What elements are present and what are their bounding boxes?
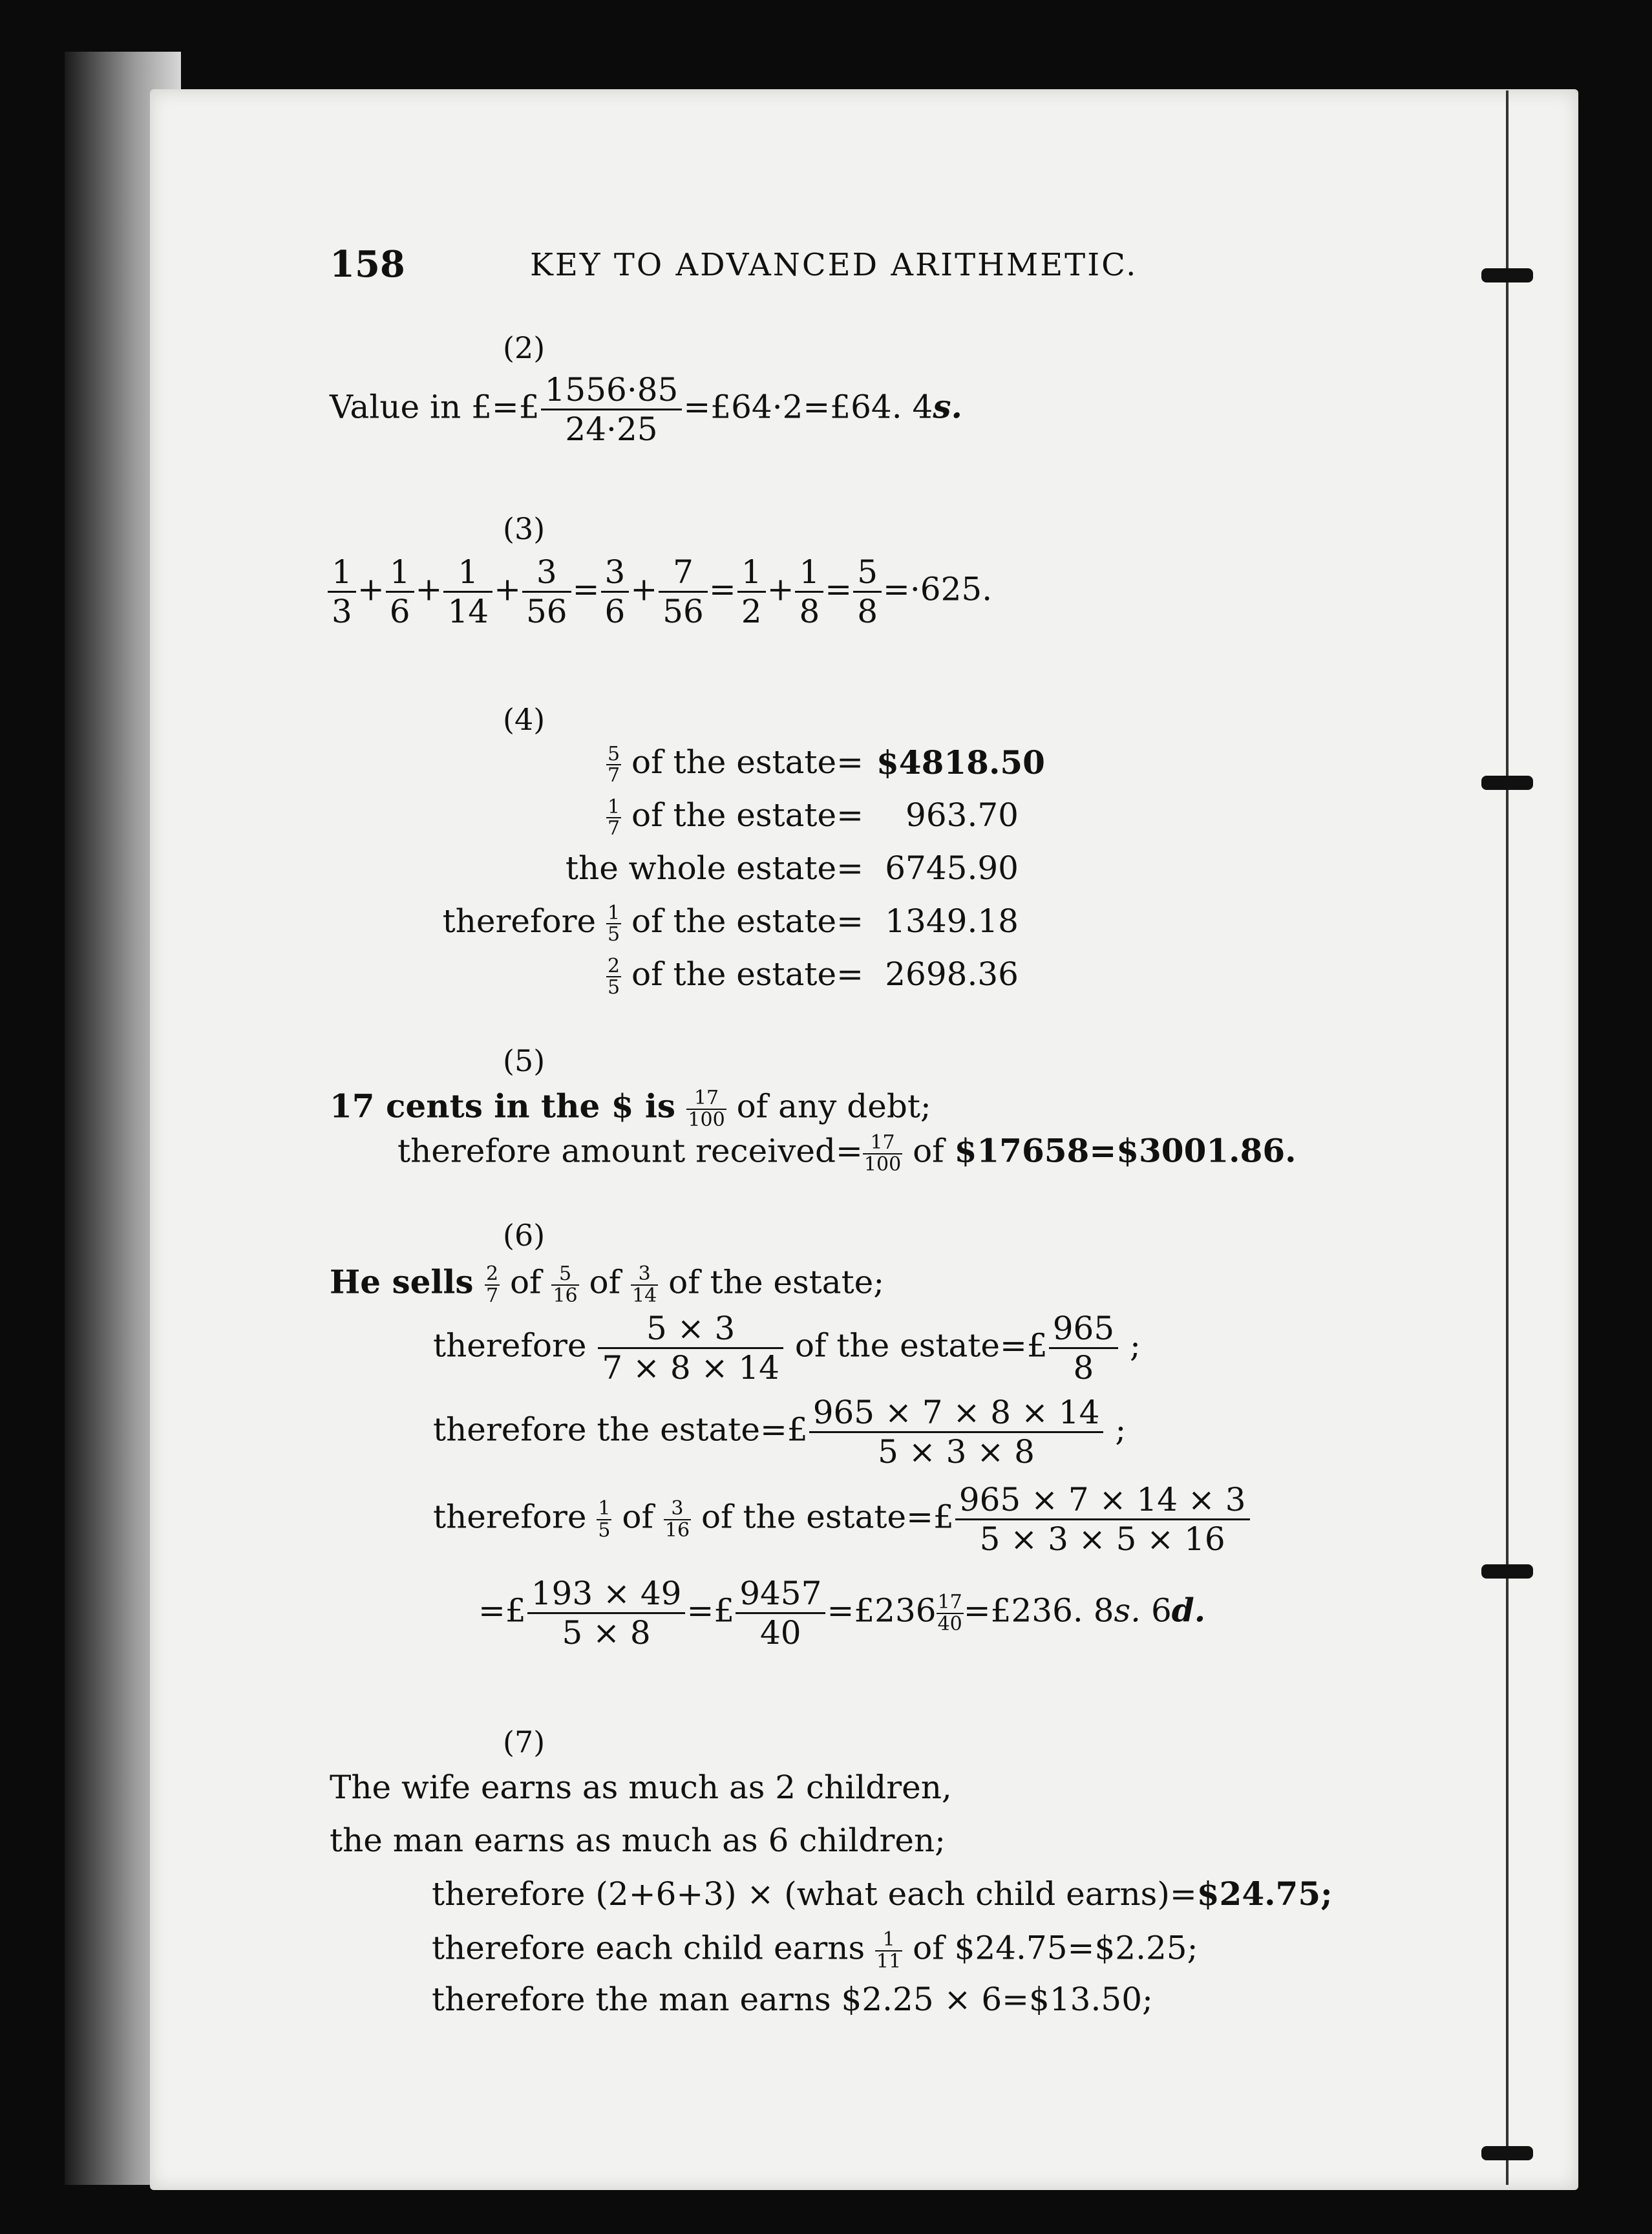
fraction [659,553,708,630]
pence-unit: d. [1171,1591,1206,1630]
fraction [863,1133,902,1175]
eq-text: =£ [478,1591,526,1630]
denominator: 40 [937,1612,962,1635]
eq-text: of the estate=£ [691,1498,954,1536]
binding-clip [1481,1564,1533,1579]
numerator: 1 [875,1930,902,1952]
problem-7-line-4 [432,1930,1198,1972]
fraction [736,1575,825,1652]
denominator: 2 [741,593,762,630]
eq-text: $24.75; [1196,1875,1333,1913]
eq-text: =£236 [827,1591,937,1630]
numerator: 1 [795,556,823,593]
denominator: 11 [876,1950,902,1973]
fraction [551,1264,578,1306]
estate-row-value: 1349.18 [885,902,1019,940]
fraction [853,553,882,630]
fraction [809,1394,1104,1471]
numerator: 1 [443,556,492,593]
fraction [606,956,621,998]
problem-6-line-4 [433,1481,1251,1558]
estate-row-label [443,902,863,945]
denominator: 5 [608,923,620,946]
numerator: 965 × 7 × 8 × 14 [809,1396,1104,1433]
operator: = [708,570,736,608]
denominator: 5 [598,1518,611,1542]
numerator: 3 [631,1264,658,1286]
problem-label-6: (6) [503,1218,545,1253]
operator: + [767,570,794,608]
eq-text: therefore amount received= [397,1132,863,1170]
eq-text: therefore (2+6+3) × (what each child earns)= [432,1875,1197,1913]
eq-text: of the estate; [658,1263,885,1301]
eq-text: of the estate= [621,796,863,834]
operator: + [415,570,443,608]
problem-7-line-5: therefore the man earns $2.25 × 6=$13.50; [432,1981,1153,2018]
fraction [955,1481,1250,1558]
estate-row-label [606,955,863,998]
numerator: 1556·85 [541,374,683,410]
eq-text: therefore [442,902,606,940]
eq-text: of the estate= [621,743,863,781]
denominator: 7 × 8 × 14 [602,1349,779,1387]
estate-row-value: 963.70 [905,796,1019,834]
numerator: 5 [608,742,620,765]
fraction [875,1930,902,1972]
denominator: 24·25 [565,410,658,448]
numerator: 3 [664,1498,691,1520]
numerator: 1 [737,556,766,593]
numerator: 2 [608,954,620,977]
problem-7-line-3 [432,1875,1333,1913]
estate-row-value: $4818.50 [876,743,1045,782]
numerator: 3 [601,556,630,593]
fraction [443,553,492,630]
numerator: 965 [1049,1312,1118,1349]
numerator: 5 [853,556,882,593]
binding-clip [1481,2146,1533,2160]
operator: = [572,570,600,608]
numerator: 17 [937,1591,962,1613]
problem-label-5: (5) [503,1043,545,1078]
eq-text: of $24.75=$2.25; [902,1929,1198,1967]
eq-text: of the estate= [621,955,863,993]
denominator: 7 [608,817,620,840]
denominator: 5 × 8 [562,1614,651,1652]
fraction [527,1575,686,1652]
denominator: 100 [863,1153,902,1176]
numerator: 17 [686,1088,726,1110]
numerator: 5 × 3 [598,1312,783,1349]
problem-7-line-2: the man earns as much as 6 children; [330,1822,946,1859]
estate-row-value: 6745.90 [885,849,1019,887]
estate-row-label [566,849,863,887]
numerator: 5 [551,1264,578,1286]
denominator: 16 [553,1284,578,1307]
fraction [664,1498,691,1540]
numerator: 1 [608,795,620,818]
eq-text: of [500,1263,552,1301]
denominator: 100 [688,1108,725,1131]
denominator: 6 [604,593,626,630]
operator: + [357,570,385,608]
fraction [601,553,630,630]
numerator: 17 [863,1133,902,1154]
denominator: 14 [447,593,489,630]
fraction [386,553,414,630]
denominator: 56 [662,593,704,630]
fraction [795,553,823,630]
denominator: 8 [1073,1349,1094,1387]
denominator: 3 [332,593,352,630]
eq-text: 17 cents in the $ is [330,1087,687,1125]
binding-clip [1481,268,1533,282]
problem-6-line-1 [330,1264,884,1306]
operator: + [630,570,658,608]
problem-label-3: (3) [503,511,545,546]
numerator: 193 × 49 [527,1577,686,1614]
estate-row-label [606,743,863,786]
fraction [522,553,571,630]
eq-text: =·625. [883,570,993,608]
denominator: 5 [608,976,620,999]
fraction [541,371,683,448]
eq-text: of the estate= [621,902,863,940]
fraction [631,1264,658,1306]
numerator: 3 [522,556,571,593]
fraction [328,553,356,630]
problem-3-equation [326,553,993,630]
eq-text: 6 [1141,1591,1172,1630]
numerator: 1 [386,556,414,593]
problem-label-4: (4) [503,702,545,737]
problem-5-line-2 [397,1133,1297,1175]
problem-6-line-5 [478,1575,1206,1652]
eq-text: ; [1119,1326,1141,1365]
eq-text: ; [1105,1410,1127,1449]
problem-5-line-1 [330,1088,931,1130]
estate-row-label [606,796,863,839]
denominator: 5 × 3 × 5 × 16 [979,1520,1225,1558]
denominator: 8 [857,593,878,630]
numerator: 1 [598,1497,611,1520]
eq-text: =£ [686,1591,735,1630]
fraction [485,1264,500,1306]
problem-label-7: (7) [503,1725,545,1760]
eq-text: therefore [433,1326,597,1365]
fraction [598,1310,783,1387]
operator: + [494,570,521,608]
eq-text: of [611,1498,664,1536]
problem-6-line-3 [433,1394,1127,1471]
denominator: 56 [525,593,567,630]
fraction [737,553,766,630]
eq-text: $17658=$3001.86. [954,1131,1297,1170]
eq-text: of the estate=£ [784,1326,1048,1365]
fraction [1049,1310,1118,1387]
fraction [606,744,621,786]
eq-text: of [902,1132,955,1170]
fraction [937,1592,964,1634]
numerator: 2 [485,1262,499,1285]
denominator: 40 [760,1614,801,1652]
eq-text: therefore each child earns [432,1929,876,1967]
numerator: 1 [608,901,620,924]
running-title: KEY TO ADVANCED ARITHMETIC. [530,247,1138,283]
eq-text: of [578,1263,631,1301]
fraction [606,797,621,839]
denominator: 7 [485,1284,499,1307]
fraction [597,1498,611,1540]
estate-row-value: 2698.36 [885,955,1019,993]
eq-text: of any debt; [726,1087,931,1125]
problem-label-2: (2) [503,330,545,365]
denominator: 16 [664,1518,690,1542]
eq-text: therefore the estate=£ [433,1410,808,1449]
numerator: 1 [328,556,356,593]
denominator: 14 [632,1284,657,1307]
denominator: 5 × 3 × 8 [878,1433,1035,1471]
problem-2-equation [330,371,962,448]
eq-text: therefore [433,1498,597,1536]
denominator: 8 [799,593,820,630]
denominator: 7 [608,764,620,787]
operator: = [825,570,852,608]
eq-text: Value in £=£ [330,388,540,426]
problem-7-line-1: The wife earns as much as 2 children, [330,1769,952,1806]
eq-text: =£236. 8 [963,1591,1114,1630]
shilling-unit: s. [1114,1591,1141,1630]
eq-text: the whole estate= [565,849,863,887]
shilling-unit: s. [933,387,962,426]
numerator: 9457 [736,1577,825,1614]
page-fold-line [1506,90,1509,2185]
numerator: 7 [659,556,708,593]
page-number: 158 [330,243,405,286]
fraction [686,1088,726,1130]
eq-text: He sells [330,1262,485,1301]
problem-6-line-2 [433,1310,1141,1387]
binding-clip [1481,776,1533,790]
denominator: 6 [389,593,410,630]
eq-text: =£64·2=£64. 4 [683,388,933,426]
numerator: 965 × 7 × 14 × 3 [955,1484,1250,1520]
fraction [606,903,621,945]
